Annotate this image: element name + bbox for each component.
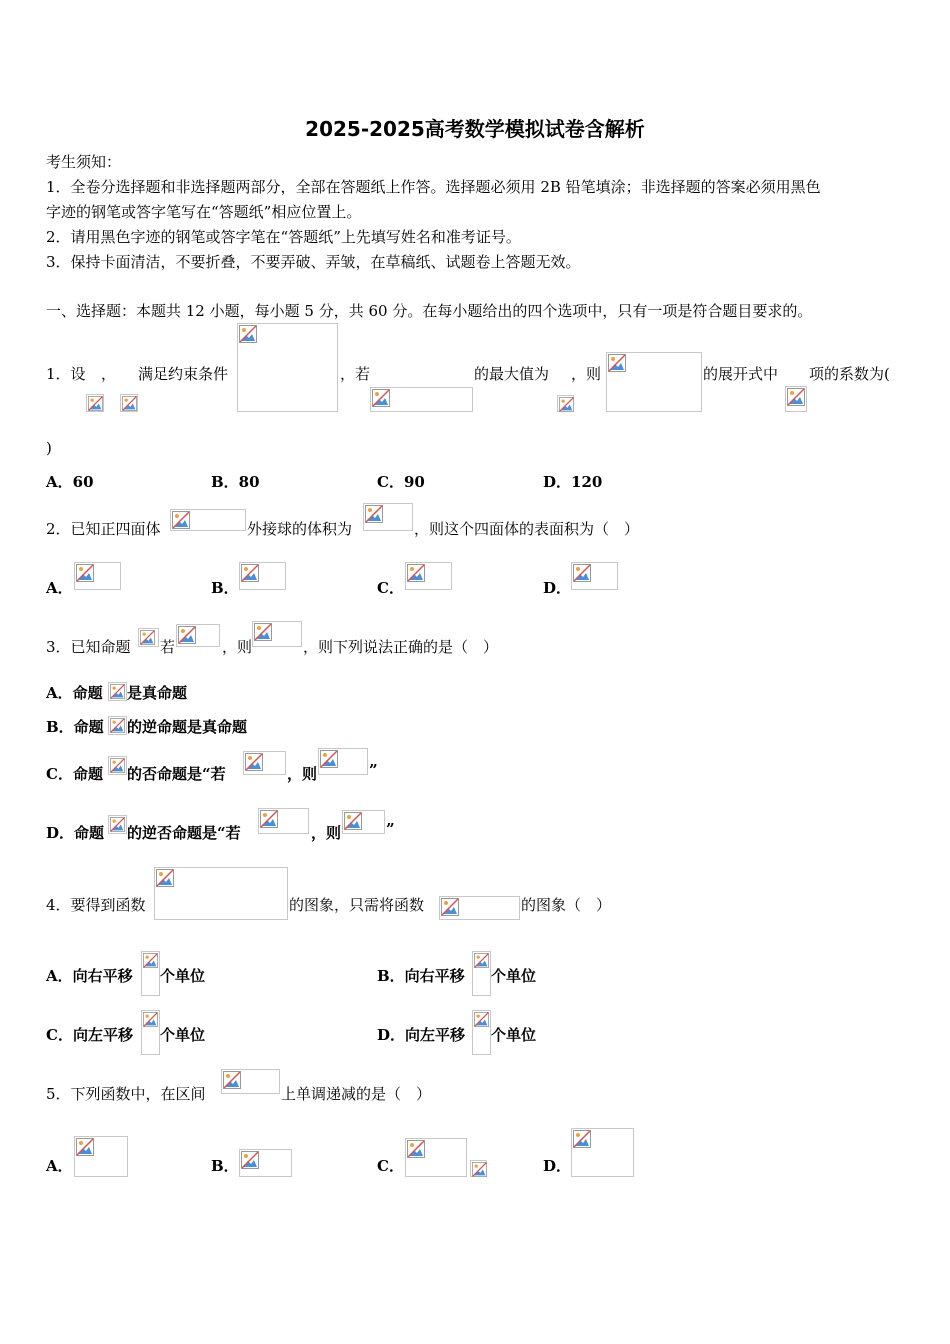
formula-image <box>370 387 473 412</box>
q5-option-a: A． <box>46 1157 73 1175</box>
formula-image <box>571 1128 634 1177</box>
q1-text: 的展开式中 <box>703 365 779 383</box>
q4-option-c: C．向左平移 <box>46 1026 133 1044</box>
formula-image <box>221 1069 280 1094</box>
broken-image-icon <box>122 396 137 411</box>
broken-image-icon <box>407 1140 425 1158</box>
q1-text: 1．设 <box>46 365 86 383</box>
broken-image-icon <box>223 1071 241 1089</box>
q3-option-c-text: 的否命题是“若 <box>127 765 226 783</box>
broken-image-icon <box>245 753 263 771</box>
q3-option-a-text: 是真命题 <box>127 684 188 702</box>
formula-image <box>141 951 160 996</box>
q3-option-d: D．命题 <box>46 824 105 842</box>
page-title: 2025-2025高考数学模拟试卷含解析 <box>305 117 645 141</box>
formula-image <box>243 751 286 775</box>
broken-image-icon <box>472 1162 487 1177</box>
q4-text: 4．要得到函数 <box>46 896 146 914</box>
broken-image-icon <box>474 1012 489 1027</box>
notice-line-1b: 字迹的钢笔或答字笔写在“答题纸”相应位置上。 <box>46 203 362 221</box>
formula-image <box>472 1010 491 1055</box>
q4-text: 的图象，只需将函数 <box>289 896 425 914</box>
q3-option-a: A．命题 <box>46 684 103 702</box>
q5-text: 上单调递减的是（ ） <box>281 1085 432 1103</box>
q3-text: ，则下列说法正确的是（ ） <box>303 638 499 656</box>
formula-image <box>785 386 807 412</box>
q3-option-d-text: ，则 <box>311 824 342 842</box>
formula-image <box>258 808 309 834</box>
broken-image-icon <box>143 953 158 968</box>
q4-option-a-unit: 个单位 <box>160 967 206 985</box>
q1-option-d: D．120 <box>543 473 603 491</box>
broken-image-icon <box>239 325 257 343</box>
q4-option-d-unit: 个单位 <box>491 1026 537 1044</box>
formula-image <box>557 395 574 412</box>
broken-image-icon <box>156 869 174 887</box>
q2-text: ，则这个四面体的表面积为（ ） <box>414 520 640 538</box>
q5-option-c: C． <box>377 1157 404 1175</box>
broken-image-icon <box>559 397 574 412</box>
q5-text: 5．下列函数中，在区间 <box>46 1085 206 1103</box>
q3-text: ，则 <box>222 638 253 656</box>
q3-option-b: B．命题 <box>46 718 104 736</box>
formula-image <box>571 562 618 590</box>
broken-image-icon <box>143 1012 158 1027</box>
formula-image <box>74 1136 128 1177</box>
broken-image-icon <box>573 1130 591 1148</box>
q2-option-d: D． <box>543 579 572 597</box>
formula-image <box>252 621 302 647</box>
broken-image-icon <box>110 817 125 832</box>
broken-image-icon <box>76 564 94 582</box>
notice-line-1a: 1．全卷分选择题和非选择题两部分，全部在答题纸上作答。选择题必须用 2B 铅笔填涂；非选择题的答案必须用黑色 <box>46 178 821 196</box>
formula-image <box>74 562 121 590</box>
q4-option-d: D．向左平移 <box>377 1026 466 1044</box>
q3-option-b-text: 的逆命题是真命题 <box>127 718 248 736</box>
formula-image <box>170 509 246 531</box>
broken-image-icon <box>178 626 196 644</box>
formula-image <box>237 323 338 412</box>
q1-text: ，若 <box>340 365 371 383</box>
broken-image-icon <box>88 396 103 411</box>
q5-option-b: B． <box>211 1157 239 1175</box>
broken-image-icon <box>573 564 591 582</box>
q4-text: 的图象（ ） <box>521 896 612 914</box>
q1-option-c: C．90 <box>377 473 425 491</box>
broken-image-icon <box>441 898 459 916</box>
formula-image <box>141 1010 160 1055</box>
formula-image <box>470 1160 487 1177</box>
q3-option-c: C．命题 <box>46 765 103 783</box>
formula-image <box>154 867 288 920</box>
broken-image-icon <box>241 564 259 582</box>
q4-option-a: A．向右平移 <box>46 967 133 985</box>
broken-image-icon <box>76 1138 94 1156</box>
formula-image <box>606 352 702 412</box>
q4-option-c-unit: 个单位 <box>160 1026 206 1044</box>
q3-text: 3．已知命题 <box>46 638 131 656</box>
q2-option-a: A． <box>46 579 73 597</box>
formula-image <box>176 624 220 647</box>
broken-image-icon <box>365 505 383 523</box>
formula-image <box>439 896 520 920</box>
formula-image <box>86 394 104 412</box>
q5-option-d: D． <box>543 1157 572 1175</box>
q1-text: 项的系数为( <box>809 365 890 383</box>
q1-text: 满足约束条件 <box>138 365 229 383</box>
formula-image <box>120 394 138 412</box>
formula-image <box>138 628 159 647</box>
q1-text: ，则 <box>571 365 602 383</box>
q3-option-c-text: ，则 <box>287 765 318 783</box>
formula-image <box>342 810 385 834</box>
broken-image-icon <box>110 758 125 773</box>
formula-image <box>405 1138 467 1177</box>
notice-heading: 考生须知： <box>46 153 122 171</box>
q2-option-c: C． <box>377 579 404 597</box>
q2-option-b: B． <box>211 579 239 597</box>
q1-text: ， <box>101 365 117 383</box>
q1-close: ) <box>46 439 52 457</box>
broken-image-icon <box>172 511 190 529</box>
broken-image-icon <box>474 953 489 968</box>
q3-option-d-text: 的逆否命题是“若 <box>127 824 241 842</box>
formula-image <box>239 1149 292 1177</box>
broken-image-icon <box>260 810 278 828</box>
q2-text: 外接球的体积为 <box>247 520 353 538</box>
broken-image-icon <box>372 389 390 407</box>
notice-line-3: 3．保持卡面清洁，不要折叠，不要弄破、弄皱，在草稿纸、试题卷上答题无效。 <box>46 253 581 271</box>
broken-image-icon <box>320 750 338 768</box>
broken-image-icon <box>110 684 125 699</box>
notice-line-2: 2．请用黑色字迹的钢笔或答字笔在“答题纸”上先填写姓名和准考证号。 <box>46 228 521 246</box>
q2-text: 2．已知正四面体 <box>46 520 161 538</box>
formula-image <box>405 562 452 590</box>
broken-image-icon <box>407 564 425 582</box>
formula-image <box>108 756 127 775</box>
broken-image-icon <box>344 812 362 830</box>
formula-image <box>108 815 127 834</box>
q3-option-d-text: ” <box>386 820 395 838</box>
formula-image <box>363 503 413 531</box>
formula-image <box>318 748 368 775</box>
broken-image-icon <box>254 623 272 641</box>
q4-option-b-unit: 个单位 <box>491 967 537 985</box>
formula-image <box>108 716 127 735</box>
q4-option-b: B．向右平移 <box>377 967 465 985</box>
broken-image-icon <box>140 630 155 645</box>
q1-text: 的最大值为 <box>474 365 550 383</box>
q1-option-b: B．80 <box>211 473 260 491</box>
formula-image <box>239 562 286 590</box>
broken-image-icon <box>787 388 805 406</box>
broken-image-icon <box>608 354 626 372</box>
broken-image-icon <box>241 1151 259 1169</box>
q3-text: 若 <box>160 638 176 656</box>
q1-option-a: A．60 <box>46 473 94 491</box>
broken-image-icon <box>110 718 125 733</box>
section-heading: 一、选择题：本题共 12 小题，每小题 5 分，共 60 分。在每小题给出的四个选项中，只有一项是符合题目要求的。 <box>46 302 813 320</box>
formula-image <box>472 951 491 996</box>
q3-option-c-text: ” <box>369 761 378 779</box>
formula-image <box>108 682 127 701</box>
